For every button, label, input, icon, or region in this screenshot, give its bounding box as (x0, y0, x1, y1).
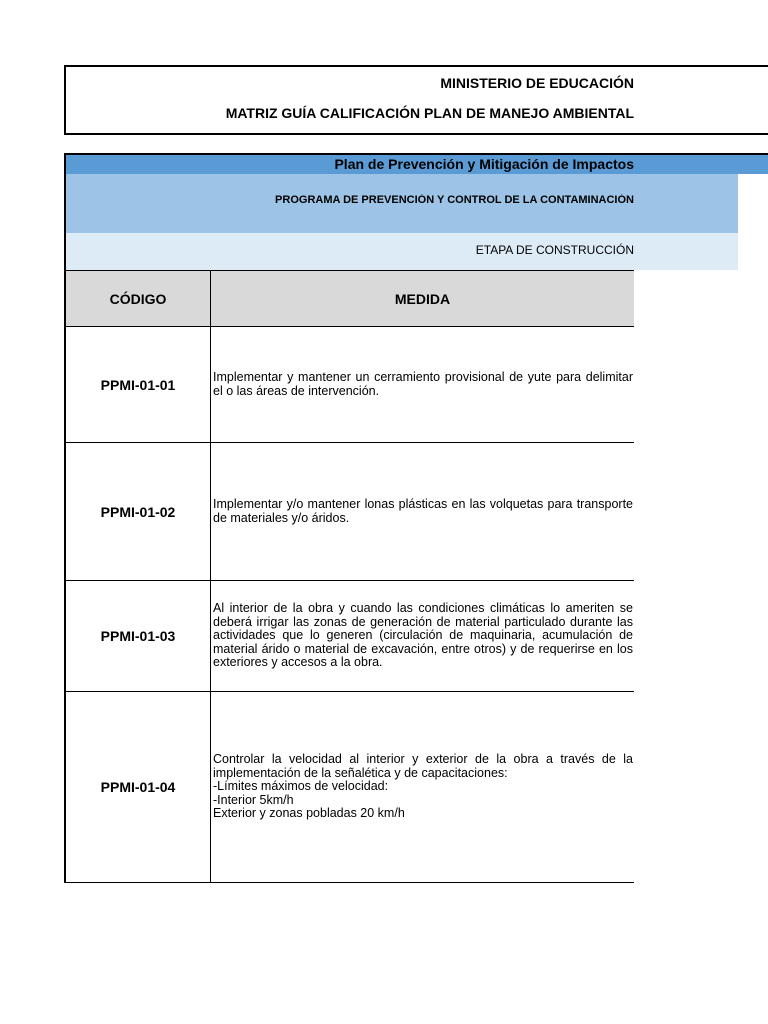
column-header-code: CÓDIGO (65, 271, 211, 327)
measure-description: Controlar la velocidad al interior y exterior de la obra a través de la implementación de la señalética y de capacitaciones: -Límites máximos de velocidad: -Interior 5km/h Exterior y zonas pobladas 20 km/h (211, 692, 635, 883)
table-row (65, 327, 634, 443)
plan-title-bar (64, 153, 768, 174)
measure-code: PPMI-01-03 (65, 581, 211, 692)
plan-title: Plan de Prevención y Mitigación de Impactos (334, 156, 634, 172)
table-row (65, 581, 634, 692)
stage-label: ETAPA DE CONSTRUCCIÓN (475, 243, 634, 257)
measure-code: PPMI-01-01 (65, 327, 211, 443)
measure-code: PPMI-01-04 (65, 692, 211, 883)
measure-description: Implementar y mantener un cerramiento provisional de yute para delimitar el o las áreas de intervención. (211, 327, 635, 443)
table-row (65, 443, 634, 581)
document-header (64, 65, 768, 135)
program-title: PROGRAMA DE PREVENCIÓN Y CONTROL DE LA CONTAMINACIÓN (275, 194, 634, 206)
stage-bar (64, 233, 738, 270)
measure-description: Al interior de la obra y cuando las condiciones climáticas lo ameriten se deberá irrigar las zonas de generación de material particulado durante las actividades que lo generen (circulación de maquinaria, acumulación de material árido o material de excavación, entre otros) y de requerirse en los exteriores y accesos a la obra. (211, 581, 635, 692)
program-title-bar (64, 174, 738, 233)
table-header-row (65, 271, 634, 327)
column-header-measure: MEDIDA (211, 271, 635, 327)
matrix-title: MATRIZ GUÍA CALIFICACIÓN PLAN DE MANEJO AMBIENTAL (225, 105, 634, 121)
measures-table (64, 270, 634, 883)
measure-description: Implementar y/o mantener lonas plásticas en las volquetas para transporte de materiales y/o áridos. (211, 443, 635, 581)
table-row (65, 692, 634, 883)
ministry-title: MINISTERIO DE EDUCACIÓN (440, 75, 634, 91)
measure-code: PPMI-01-02 (65, 443, 211, 581)
